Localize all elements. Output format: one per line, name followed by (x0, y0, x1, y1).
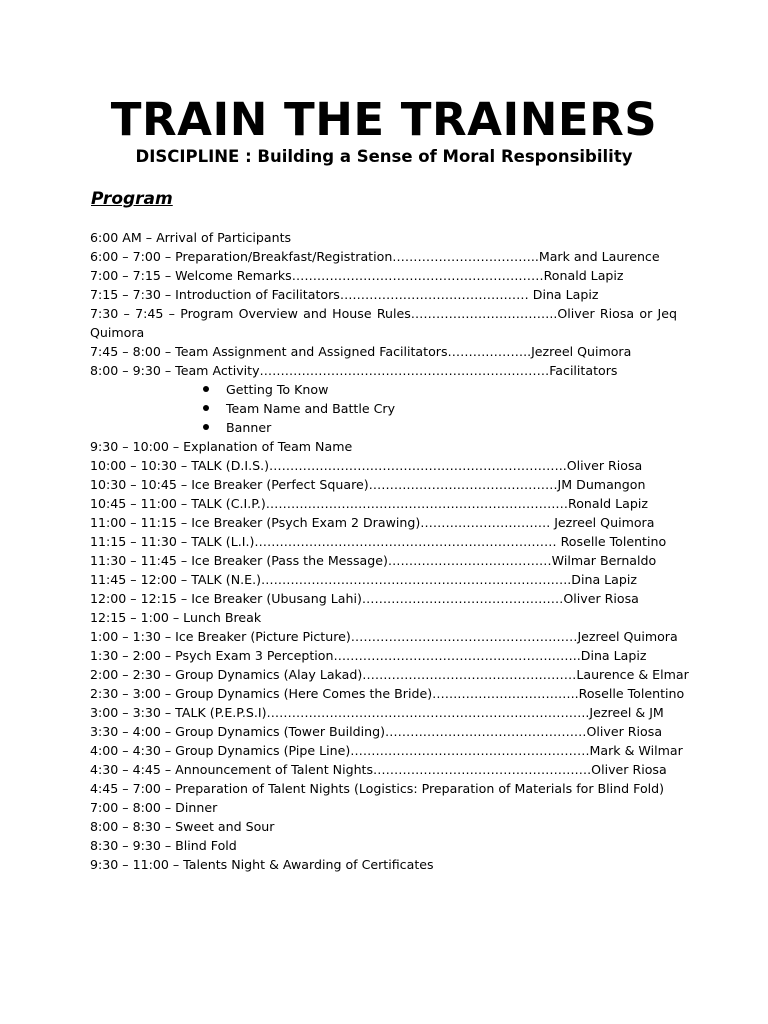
program-line: 2:30 – 3:00 – Group Dynamics (Here Comes the Bride)……………………………..Roselle Tolentino (90, 686, 685, 701)
program-line: 8:30 – 9:30 – Blind Fold (90, 838, 237, 853)
bullet-item: Banner (226, 418, 677, 437)
team-activity-bullets (90, 380, 677, 437)
program-line: 8:00 – 8:30 – Sweet and Sour (90, 819, 275, 834)
program-line: 1:30 – 2:00 – Psych Exam 3 Perception…………………………………………………..Dina Lapiz (90, 648, 647, 663)
program-line: 10:00 – 10:30 – TALK (D.I.S.)……………………………………………………………..Oliver Riosa (90, 458, 643, 473)
program-line: 7:45 – 8:00 – Team Assignment and Assigned Facilitators………………..Jezreel Quimora (90, 344, 632, 359)
program-line: 9:30 – 11:00 – Talents Night & Awarding of Certificates (90, 857, 434, 872)
bullet-item: Getting To Know (226, 380, 677, 399)
program-line: 7:30 – 7:45 – Program Overview and House Rules……………………………..Oliver Riosa or Jeq Quimora (90, 306, 677, 340)
program-line: 3:00 – 3:30 – TALK (P.E.P.S.I)…………………………………………………………………..Jezreel & JM (90, 705, 664, 720)
program-line: 6:00 AM – Arrival of Participants (90, 230, 292, 245)
program-line: 4:45 – 7:00 – Preparation of Talent Nights (Logistics: Preparation of Materials for Blind Fold) (90, 781, 665, 796)
program-line: 12:00 – 12:15 – Ice Breaker (Ubusang Lahi)…………………………………………Oliver Riosa (90, 591, 639, 606)
program-line: 6:00 – 7:00 – Preparation/Breakfast/Registration……………………………..Mark and Laurence (90, 249, 660, 264)
program-list (90, 228, 689, 874)
program-line: 8:00 – 9:30 – Team Activity……………………………………………………………Facilitators (90, 363, 618, 378)
program-line: 4:00 – 4:30 – Group Dynamics (Pipe Line)…………………………………………………Mark & Wilmar (90, 743, 683, 758)
program-line: 4:30 – 4:45 – Announcement of Talent Nights…………………………………………….Oliver Riosa (90, 762, 667, 777)
section-heading-program: Program (91, 189, 173, 209)
program-line: 11:45 – 12:00 – TALK (N.E.)………………………………………………………………..Dina Lapiz (90, 572, 638, 587)
document-title: TRAIN THE TRAINERS (110, 93, 658, 146)
program-line: 3:30 – 4:00 – Group Dynamics (Tower Building)…………………………………………Oliver Riosa (90, 724, 663, 739)
program-line: 12:15 – 1:00 – Lunch Break (90, 610, 262, 625)
program-line: 1:00 – 1:30 – Ice Breaker (Picture Picture)………………………………………………Jezreel Quimora (90, 629, 678, 644)
program-line: 9:30 – 10:00 – Explanation of Team Name (90, 439, 353, 454)
program-line: 10:30 – 10:45 – Ice Breaker (Perfect Square)………………………………………JM Dumangon (90, 477, 646, 492)
bullet-item: Team Name and Battle Cry (226, 399, 677, 418)
program-line: 2:00 – 2:30 – Group Dynamics (Alay Lakad)……………………………………………Laurence & Elmar (90, 667, 689, 682)
program-line: 7:15 – 7:30 – Introduction of Facilitators……………………………………… Dina Lapiz (90, 287, 599, 302)
program-line: 11:15 – 11:30 – TALK (L.I.)……………………………………………………………… Roselle Tolentino (90, 534, 667, 549)
document-subtitle: DISCIPLINE : Building a Sense of Moral Responsibility (135, 147, 633, 166)
program-line: 11:00 – 11:15 – Ice Breaker (Psych Exam 2 Drawing)…………………………. Jezreel Quimora (90, 515, 655, 530)
program-line: 7:00 – 7:15 – Welcome Remarks……………………………………………………Ronald Lapiz (90, 268, 624, 283)
program-line: 11:30 – 11:45 – Ice Breaker (Pass the Message)…………………………………Wilmar Bernaldo (90, 553, 657, 568)
program-line: 10:45 – 11:00 – TALK (C.I.P.)………………………………………………………………Ronald Lapiz (90, 496, 648, 511)
program-line: 7:00 – 8:00 – Dinner (90, 800, 218, 815)
